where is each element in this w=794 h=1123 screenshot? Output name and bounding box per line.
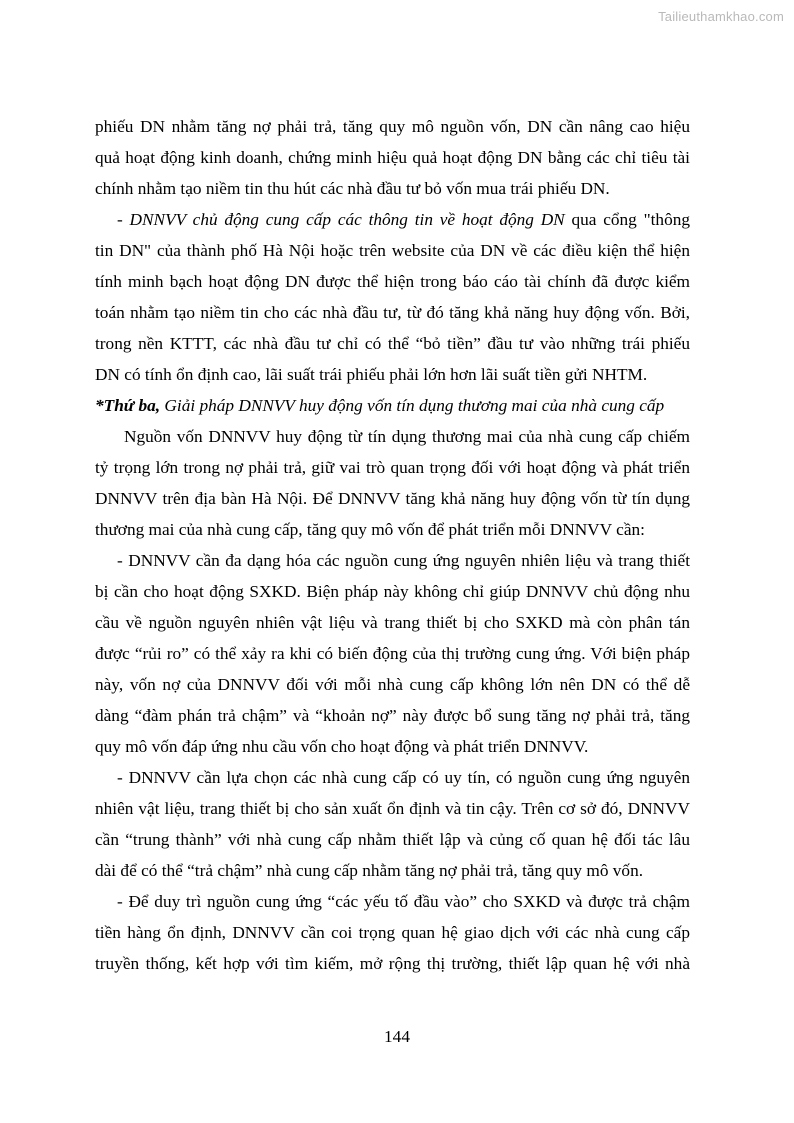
text-line: quả hoạt động kinh doanh, chứng minh hiệu quả hoạt động DN bằng các chỉ tiêu tài <box>95 148 690 167</box>
text-line: dài để có thể “trả chậm” nhà cung cấp nhằm tăng nợ phải trả, tăng quy mô vốn. <box>95 861 644 880</box>
text-line: cần “trung thành” với nhà cung cấp nhằm thiết lập và củng cố quan hệ đối tác lâu <box>95 830 690 849</box>
text-line: - DNNVV cần lựa chọn các nhà cung cấp có uy tín, có nguồn cung ứng nguyên <box>117 768 690 787</box>
text-line: bị cần cho hoạt động SXKD. Biện pháp này không chỉ giúp DNNVV chủ động nhu <box>95 582 690 601</box>
text-line: cầu về nguồn nguyên nhiên vật liệu và trang thiết bị cho SXKD mà còn phân tán <box>95 613 690 632</box>
text-line: truyền thống, kết hợp với tìm kiếm, mở rộng thị trường, thiết lập quan hệ với nhà <box>95 954 690 973</box>
line-rest: qua cổng "thông <box>564 210 690 229</box>
section-heading <box>95 390 690 421</box>
text-line: tin DN" của thành phố Hà Nội hoặc trên website của DN về các điều kiện thể hiện <box>95 241 690 260</box>
text-line: tính minh bạch hoạt động DN được thể hiện trong báo cáo tài chính đã được kiểm <box>95 272 690 291</box>
text-line: phiếu DN nhằm tăng nợ phải trả, tăng quy mô nguồn vốn, DN cần nâng cao hiệu <box>95 117 690 136</box>
text-line: dàng “đàm phán trả chậm” và “khoản nợ” này được bổ sung tăng nợ phải trả, tăng <box>95 706 690 725</box>
text-line: quy mô vốn đáp ứng nhu cầu vốn cho hoạt động và phát triển DNNVV. <box>95 737 589 756</box>
document-body <box>95 111 690 979</box>
line-lead: - <box>117 210 130 229</box>
text-line: DN có tính ổn định cao, lãi suất trái phiếu phải lớn hơn lãi suất tiền gửi NHTM. <box>95 365 648 384</box>
heading-text: Giải pháp DNNVV huy động vốn tín dụng thương mai của nhà cung cấp <box>160 396 665 415</box>
text-line: được “rủi ro” có thể xảy ra khi có biến động của thị trường cung ứng. Với biện pháp <box>95 644 690 663</box>
text-line: chính nhằm tạo niềm tin thu hút các nhà đầu tư bỏ vốn mua trái phiếu DN. <box>95 179 610 198</box>
text-line: Nguồn vốn DNNVV huy động từ tín dụng thương mai của nhà cung cấp chiếm <box>124 427 690 446</box>
text-line: trong nền KTTT, các nhà đầu tư chỉ có thể “bỏ tiền” đầu tư vào những trái phiếu <box>95 334 690 353</box>
italic-phrase: DNNVV chủ động cung cấp các thông tin về hoạt động DN <box>129 210 565 229</box>
text-line: tỷ trọng lớn trong nợ phải trả, giữ vai trò quan trọng đối với hoạt động và phát triển <box>95 458 690 477</box>
watermark-text: Tailieuthamkhao.com <box>658 9 784 24</box>
text-line: - DNNVV cần đa dạng hóa các nguồn cung ứng nguyên nhiên liệu và trang thiết <box>117 551 690 570</box>
text-line: tiền hàng ổn định, DNNVV cần coi trọng quan hệ giao dịch với các nhà cung cấp <box>95 923 690 942</box>
text-line: DNNVV trên địa bàn Hà Nội. Để DNNVV tăng khả năng huy động vốn từ tín dụng <box>95 489 690 508</box>
heading-label: *Thứ ba, <box>95 396 161 415</box>
text-line: - Để duy trì nguồn cung ứng “các yếu tố đầu vào” cho SXKD và được trả chậm <box>117 892 690 911</box>
text-line: này, vốn nợ của DNNVV đối với mỗi nhà cung cấp không lớn nên DN có thể dễ <box>95 675 690 694</box>
text-line: toán nhằm tạo niềm tin cho các nhà đầu tư, từ đó tăng khả năng huy động vốn. Bởi, <box>95 303 690 322</box>
text-line: nhiên vật liệu, trang thiết bị cho sản xuất ổn định và tin cậy. Trên cơ sở đó, DNNVV <box>95 799 690 818</box>
text-line: thương mai của nhà cung cấp, tăng quy mô vốn để phát triển mỗi DNNVV cần: <box>95 520 645 539</box>
text-line <box>95 204 690 235</box>
page-number: 144 <box>384 1027 410 1046</box>
